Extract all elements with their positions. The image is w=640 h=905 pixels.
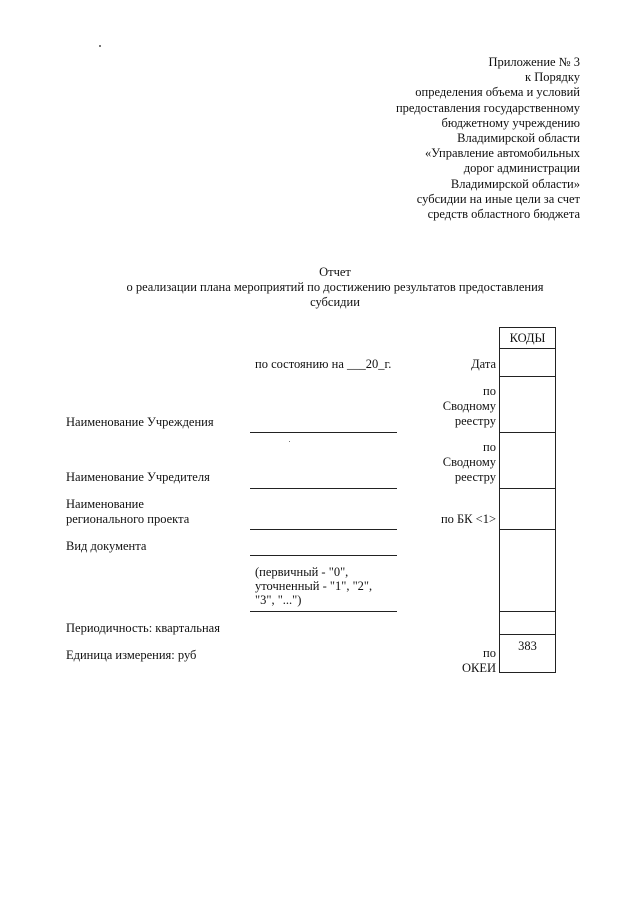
svod-label-institution-2: Сводному — [442, 399, 496, 413]
institution-label: Наименование Учреждения — [66, 415, 214, 429]
doc-type-note-1: (первичный - "0", — [255, 565, 349, 579]
as-of-date: по состоянию на ___20_г. — [255, 357, 392, 371]
date-label: Дата — [471, 357, 496, 371]
code-cell-date[interactable] — [500, 349, 556, 377]
unit-label: Единица измерения: руб — [66, 648, 197, 662]
doc-type-label: Вид документа — [66, 539, 147, 553]
appendix-line: средств областного бюджета — [427, 207, 580, 222]
report-title — [100, 265, 570, 310]
code-cell-periodicity[interactable] — [500, 612, 556, 635]
appendix-line: Владимирской области — [457, 131, 580, 146]
title-line-3: субсидии — [310, 295, 360, 309]
okei-label-2: ОКЕИ — [461, 661, 496, 675]
codes-table — [499, 327, 556, 673]
appendix-header — [260, 55, 580, 222]
appendix-line: Владимирской области» — [450, 176, 580, 191]
svod-label-founder-3: реестру — [454, 470, 496, 484]
scan-speck — [289, 441, 290, 442]
doc-type-field-line[interactable] — [250, 555, 397, 556]
code-cell-svod-institution[interactable] — [500, 377, 556, 433]
appendix-line: предоставления государственному — [395, 100, 580, 115]
appendix-line: к Порядку — [525, 70, 580, 85]
doc-type-note-3: "3", "...") — [255, 593, 302, 607]
project-label-line-2: регионального проекта — [66, 512, 190, 526]
project-label-line-1: Наименование — [66, 497, 144, 511]
codes-header: КОДЫ — [500, 328, 556, 349]
code-cell-okei: 383 — [500, 635, 556, 673]
founder-label: Наименование Учредителя — [66, 470, 210, 484]
project-field-line[interactable] — [250, 529, 397, 530]
founder-field-line[interactable] — [250, 488, 397, 489]
title-line-2: о реализации плана мероприятий по достижению результатов предоставления — [126, 280, 544, 294]
svod-label-institution-1: по — [483, 384, 496, 398]
okei-label-1: по — [483, 646, 496, 660]
scan-speck — [99, 45, 101, 47]
code-cell-svod-founder[interactable] — [500, 433, 556, 489]
appendix-line: определения объема и условий — [415, 85, 580, 100]
svod-label-institution-3: реестру — [454, 414, 496, 428]
appendix-line: бюджетному учреждению — [441, 115, 580, 130]
doc-type-note-line — [250, 611, 397, 612]
appendix-line: дорог администрации — [463, 161, 580, 176]
appendix-line: Приложение № 3 — [488, 55, 580, 69]
institution-field-line[interactable] — [250, 432, 397, 433]
svod-label-founder-2: Сводному — [442, 455, 496, 469]
title-line-1: Отчет — [319, 265, 351, 279]
code-cell-doc-type[interactable] — [500, 530, 556, 612]
doc-type-note-2: уточненный - "1", "2", — [255, 579, 373, 593]
appendix-line: «Управление автомобильных — [425, 146, 580, 161]
periodicity-label: Периодичность: квартальная — [66, 621, 220, 635]
code-cell-bk[interactable] — [500, 489, 556, 530]
bk-label: по БК <1> — [440, 512, 496, 526]
appendix-line: субсидии на иные цели за счет — [416, 191, 580, 206]
svod-label-founder-1: по — [483, 440, 496, 454]
